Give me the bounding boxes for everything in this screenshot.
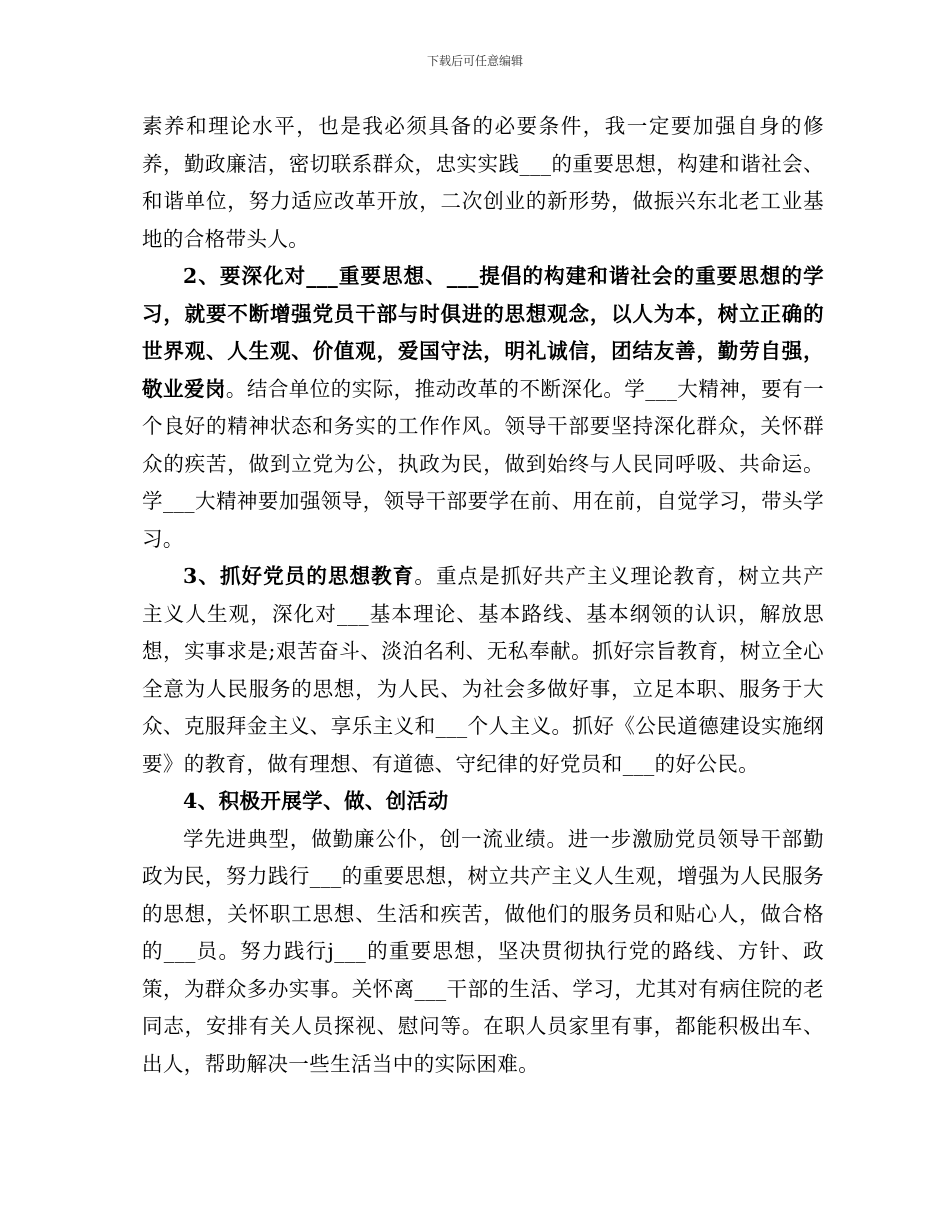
section-4-heading: 4、积极开展学、做、创活动 — [183, 789, 449, 813]
paragraph-3 — [142, 558, 824, 783]
document-body — [142, 108, 824, 1083]
paragraph-2 — [142, 258, 824, 558]
paragraph-2-body: 。结合单位的实际，推动改革的不断深化。学___大精神，要有一个良好的精神状态和务实的工作作风。领导干部要坚持深化群众，关怀群众的疾苦，做到立党为公，执政为民，做到始终与人民同呼吸、共命运。学___大精神要加强领导，领导干部要学在前、用在前，自觉学习，带头学习。 — [142, 376, 825, 551]
download-note: 下载后可任意编辑 — [426, 54, 523, 68]
paragraph-continuation: 素养和理论水平，也是我必须具备的必要条件，我一定要加强自身的修养，勤政廉洁，密切联系群众，忠实实践___的重要思想，构建和谐社会、和谐单位，努力适应改革开放，二次创业的新形势，做振兴东北老工业基地的合格带头人。 — [142, 114, 824, 251]
paragraph-3-body: 。重点是抓好共产主义理论教育，树立共产主义人生观，深化对___基本理论、基本路线、基本纲领的认识，解放思想，实事求是;艰苦奋斗、淡泊名利、无私奉献。抓好宗旨教育，树立全心全意为人民服务的思想，为人民、为社会多做好事，立足本职、服务于大众、克服拜金主义、享乐主义和___个人主义。抓好《公民道德建设实施纲要》的教育，做有理想、有道德、守纪律的好党员和___的好公民。 — [142, 564, 824, 776]
paragraph-4-body: 学先进典型，做勤廉公仆，创一流业绩。进一步激励党员领导干部勤政为民，努力践行___的重要思想，树立共产主义人生观，增强为人民服务的思想，关怀职工思想、生活和疾苦，做他们的服务员和贴心人，做合格的___员。努力践行j___的重要思想，坚决贯彻执行党的路线、方针、政策，为群众多办实事。关怀离___干部的生活、学习，尤其对有病住院的老同志，安排有关人员探视、慰问等。在职人员家里有事，都能积极出车、出人，帮助解决一些生活当中的实际困难。 — [142, 826, 824, 1076]
paragraph-2-heading: 2、要深化对___重要思想、___提倡的构建和谐社会的重要思想的学习，就要不断增强党员干部与时俱进的思想观念，以人为本，树立正确的世界观、人生观、价值观，爱国守法，明礼诚信，团结友善，勤劳自强，敬业爱岗 — [142, 264, 824, 401]
paragraph-3-heading: 3、抓好党员的思想教育 — [183, 564, 415, 588]
